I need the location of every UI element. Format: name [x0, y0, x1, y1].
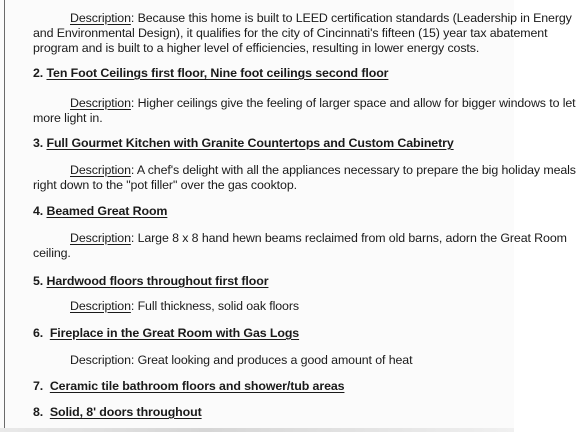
feature-number: 4.: [33, 204, 44, 218]
description-label: Description: [70, 163, 131, 177]
description-label: Description: [70, 231, 131, 245]
feature-heading-5: [33, 274, 268, 289]
feature-heading-4: [33, 204, 167, 219]
feature-number: 2.: [33, 66, 44, 80]
feature-title: Full Gourmet Kitchen with Granite Countertops and Custom Cabinetry: [46, 136, 454, 150]
intro-description-line-3: program and is built to a higher level of efficiencies, resulting in lower energy costs.: [33, 41, 480, 55]
description-text: : A chef's delight with all the appliances necessary to prepare the big holiday meals: [130, 163, 576, 177]
feature-title: Fireplace in the Great Room with Gas Logs: [49, 326, 300, 340]
feature-title: Ceramic tile bathroom floors and shower/tub areas: [49, 379, 345, 393]
feature-description-3-line-1: [70, 163, 576, 178]
feature-number: 7.: [33, 379, 44, 393]
feature-heading-8: [33, 405, 202, 420]
cropped-next-line: [0, 428, 514, 432]
description-label: Description: [70, 299, 131, 313]
feature-number: 6.: [33, 326, 44, 340]
feature-description-4-line-1: [70, 231, 567, 246]
feature-number: 8.: [33, 405, 44, 419]
feature-heading-6: [33, 326, 299, 341]
description-text: : Higher ceilings give the feeling of larger space and allow for bigger windows to let: [130, 96, 576, 110]
feature-heading-3: [33, 136, 454, 151]
feature-title: Hardwood floors throughout first floor: [46, 274, 269, 288]
page-left-border: [4, 0, 5, 432]
feature-description-5-line-1: [70, 299, 299, 314]
description-text: : Full thickness, solid oak floors: [130, 299, 299, 313]
feature-title: Ten Foot Ceilings first floor, Nine foot ceilings second floor: [46, 66, 389, 80]
feature-number: 5.: [33, 274, 44, 288]
intro-description-label: Description: [70, 11, 131, 25]
intro-description-line-1: [70, 11, 572, 26]
feature-heading-7: [33, 379, 344, 394]
feature-description-4-line-2: ceiling.: [33, 246, 71, 260]
feature-heading-2: [33, 66, 388, 81]
intro-description-line-2: and Environmental Design), it qualifies for the city of Cincinnati's fifteen (15) year tax abatement: [33, 26, 548, 40]
intro-description-text-1: : Because this home is built to LEED certification standards (Leadership in Energy: [130, 11, 572, 25]
feature-description-3-line-2: right down to the "pot filler" over the gas cooktop.: [33, 178, 297, 192]
feature-description-6-line-1: Description: Great looking and produces a good amount of heat: [70, 353, 413, 367]
feature-title: Solid, 8' doors throughout: [49, 405, 202, 419]
description-label: Description: [70, 96, 131, 110]
feature-number: 3.: [33, 136, 44, 150]
feature-description-2-line-2: more light in.: [33, 111, 103, 125]
feature-title: Beamed Great Room: [46, 204, 168, 218]
feature-description-2-line-1: [70, 96, 576, 111]
description-text: : Large 8 x 8 hand hewn beams reclaimed from old barns, adorn the Great Room: [130, 231, 567, 245]
